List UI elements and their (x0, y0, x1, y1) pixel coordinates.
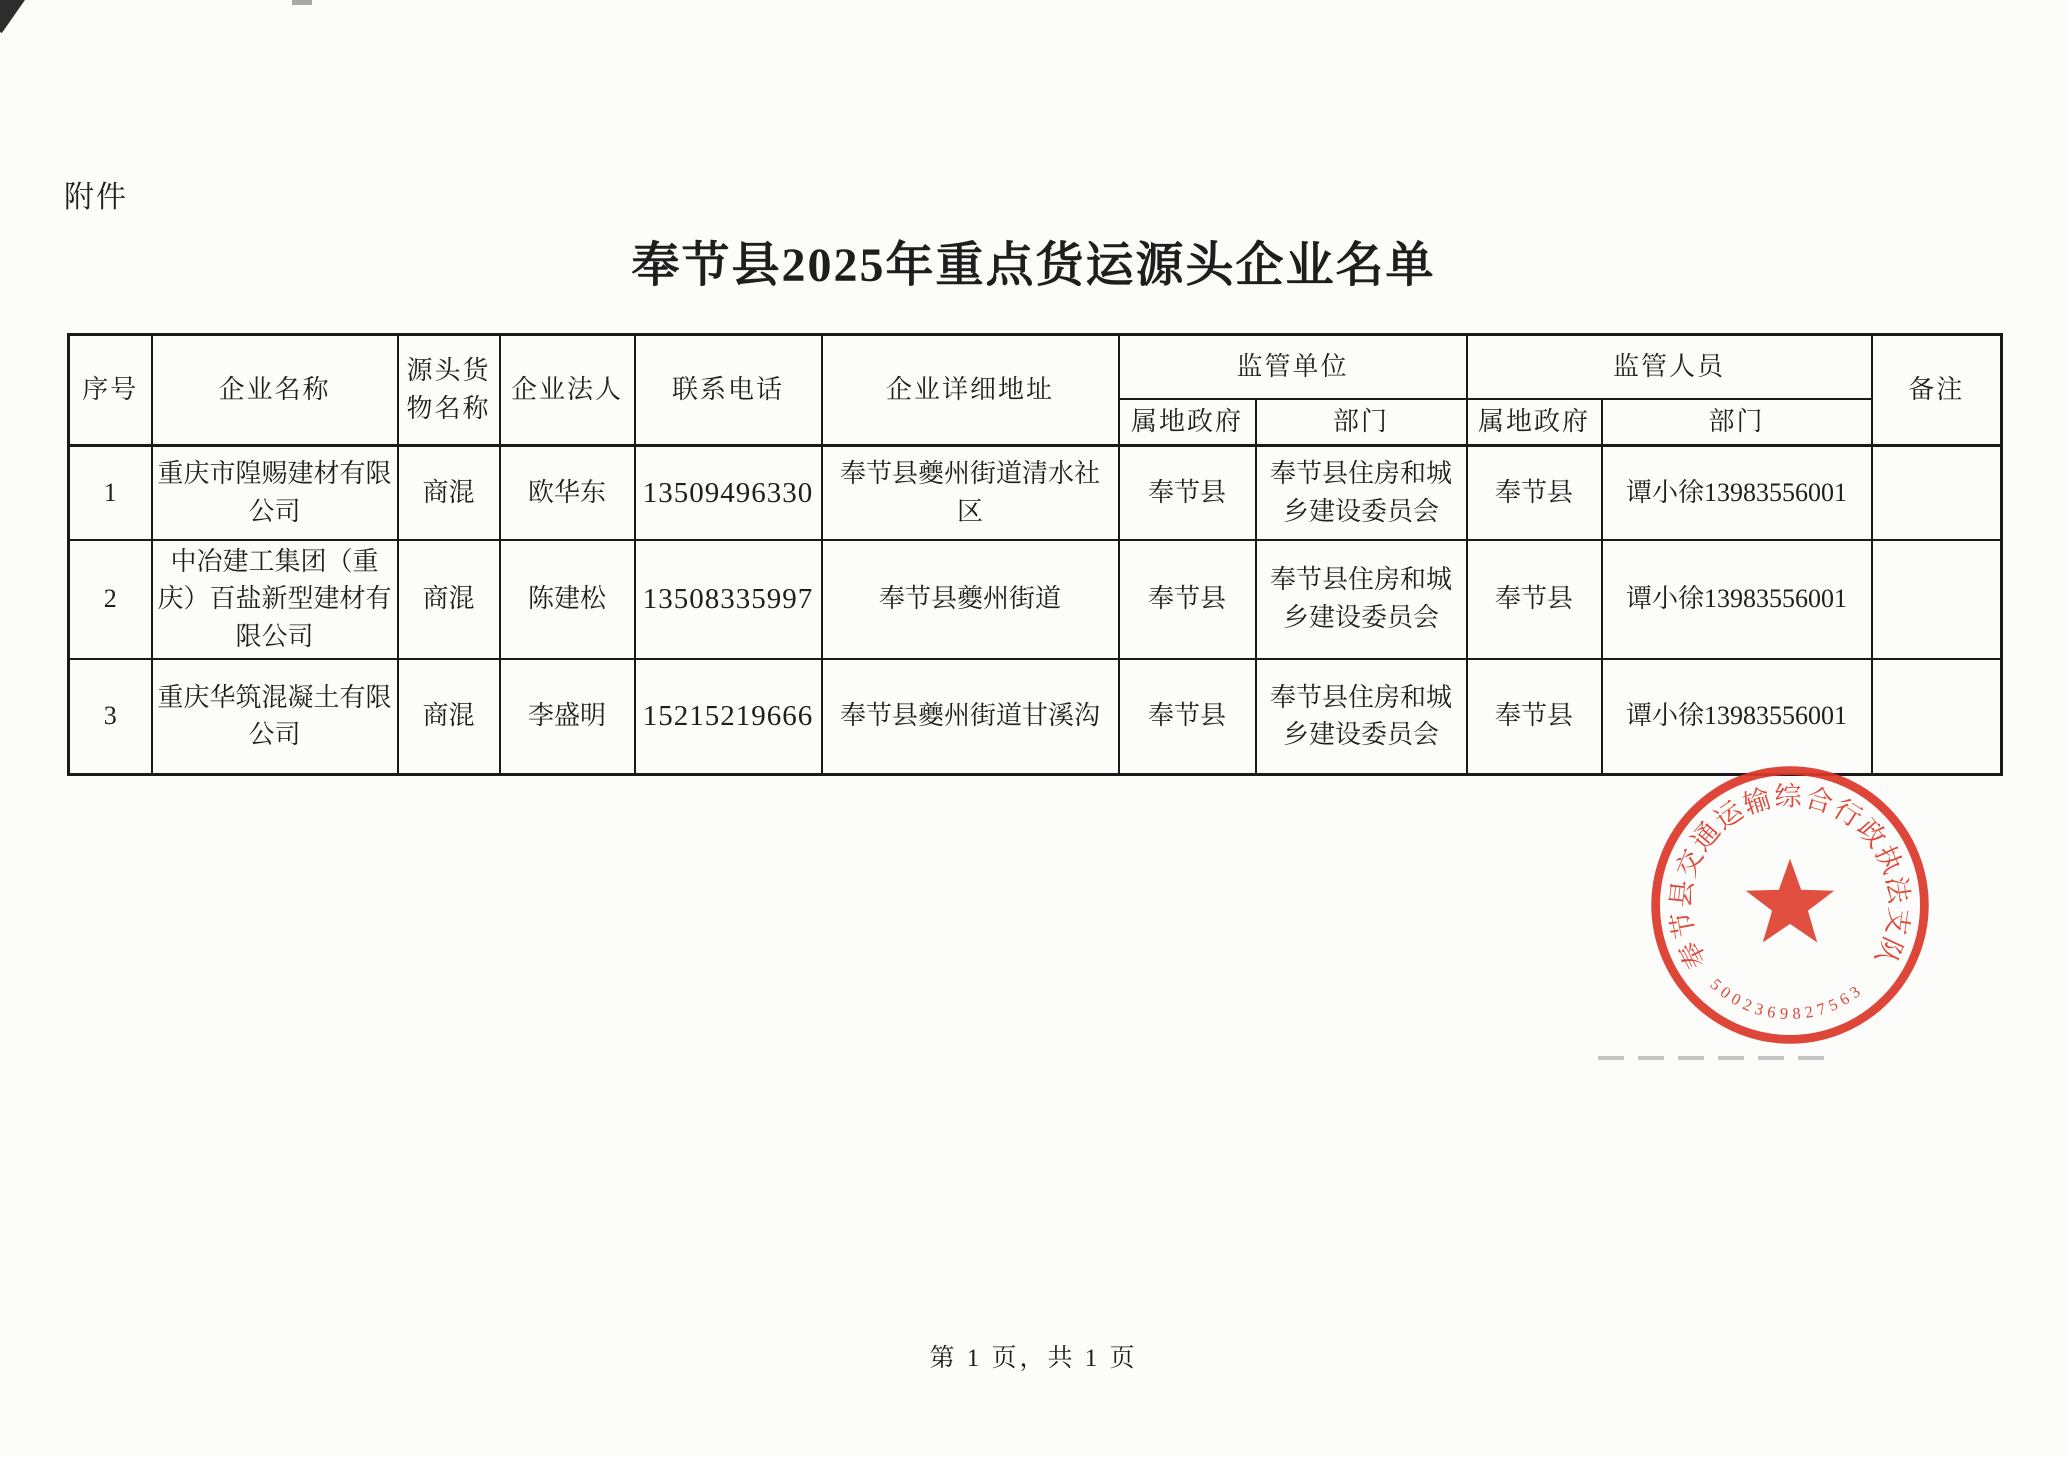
svg-text:5002369827563 (1707, 975, 1864, 1023)
cell-unit-local-gov: 奉节县 (1119, 446, 1256, 540)
cell-address: 奉节县夔州街道甘溪沟 (822, 659, 1119, 775)
cell-staff-local-gov: 奉节县 (1467, 659, 1602, 775)
cell-cargo: 商混 (398, 446, 500, 540)
col-header-unit-department: 部门 (1256, 399, 1467, 446)
cell-unit-department: 奉节县住房和城乡建设委员会 (1256, 540, 1467, 659)
cell-seq: 2 (69, 540, 152, 659)
col-header-address: 企业详细地址 (822, 335, 1119, 446)
scan-smudge (1598, 1056, 1826, 1060)
cell-company: 中冶建工集团（重庆）百盐新型建材有限公司 (152, 540, 398, 659)
seal-text: 奉节县交通运输综合行政执法支队 (1665, 781, 1915, 974)
cell-legal-person: 陈建松 (500, 540, 635, 659)
seal-star-icon (1746, 859, 1834, 943)
col-header-cargo: 源头货物名称 (398, 335, 500, 446)
cell-phone: 15215219666 (635, 659, 822, 775)
cell-cargo: 商混 (398, 659, 500, 775)
cell-legal-person: 李盛明 (500, 659, 635, 775)
cell-staff-department: 谭小徐13983556001 (1602, 659, 1872, 775)
col-header-company: 企业名称 (152, 335, 398, 446)
cell-remarks (1872, 446, 2002, 540)
header-row-groups (69, 335, 2002, 399)
cell-remarks (1872, 659, 2002, 775)
cell-legal-person: 欧华东 (500, 446, 635, 540)
col-header-phone: 联系电话 (635, 335, 822, 446)
cell-unit-local-gov: 奉节县 (1119, 540, 1256, 659)
col-header-staff-local-gov: 属地政府 (1467, 399, 1602, 446)
cell-remarks (1872, 540, 2002, 659)
cell-phone: 13509496330 (635, 446, 822, 540)
cell-seq: 3 (69, 659, 152, 775)
cell-staff-department: 谭小徐13983556001 (1602, 446, 1872, 540)
cell-seq: 1 (69, 446, 152, 540)
enterprise-table (67, 333, 2003, 776)
cell-staff-department: 谭小徐13983556001 (1602, 540, 1872, 659)
cell-company: 重庆市隍赐建材有限公司 (152, 446, 398, 540)
page-title: 奉节县2025年重点货运源头企业名单 (631, 239, 1436, 292)
cell-company: 重庆华筑混凝土有限公司 (152, 659, 398, 775)
col-header-seq: 序号 (69, 335, 152, 446)
table-row (69, 540, 2002, 659)
cell-address: 奉节县夔州街道 (822, 540, 1119, 659)
scan-artifact-corner (0, 0, 26, 33)
table-row (69, 446, 2002, 540)
official-seal (1645, 760, 1935, 1050)
page-footer: 第 1 页，共 1 页 (929, 1345, 1138, 1372)
col-header-unit-local-gov: 属地政府 (1119, 399, 1256, 446)
cell-unit-local-gov: 奉节县 (1119, 659, 1256, 775)
col-header-legal-person: 企业法人 (500, 335, 635, 446)
col-header-remarks: 备注 (1872, 335, 2002, 446)
col-header-staff-department: 部门 (1602, 399, 1872, 446)
cell-phone: 13508335997 (635, 540, 822, 659)
cell-cargo: 商混 (398, 540, 500, 659)
seal-number: 5002369827563 (1706, 974, 1864, 1024)
col-group-supervision-unit: 监管单位 (1119, 335, 1467, 399)
cell-unit-department: 奉节县住房和城乡建设委员会 (1256, 446, 1467, 540)
col-group-supervision-staff: 监管人员 (1467, 335, 1872, 399)
attachment-label: 附件 (64, 181, 128, 214)
cell-staff-local-gov: 奉节县 (1467, 540, 1602, 659)
cell-address: 奉节县夔州街道清水社区 (822, 446, 1119, 540)
scan-artifact-top (292, 0, 312, 5)
cell-unit-department: 奉节县住房和城乡建设委员会 (1256, 659, 1467, 775)
table-row (69, 659, 2002, 775)
cell-staff-local-gov: 奉节县 (1467, 446, 1602, 540)
